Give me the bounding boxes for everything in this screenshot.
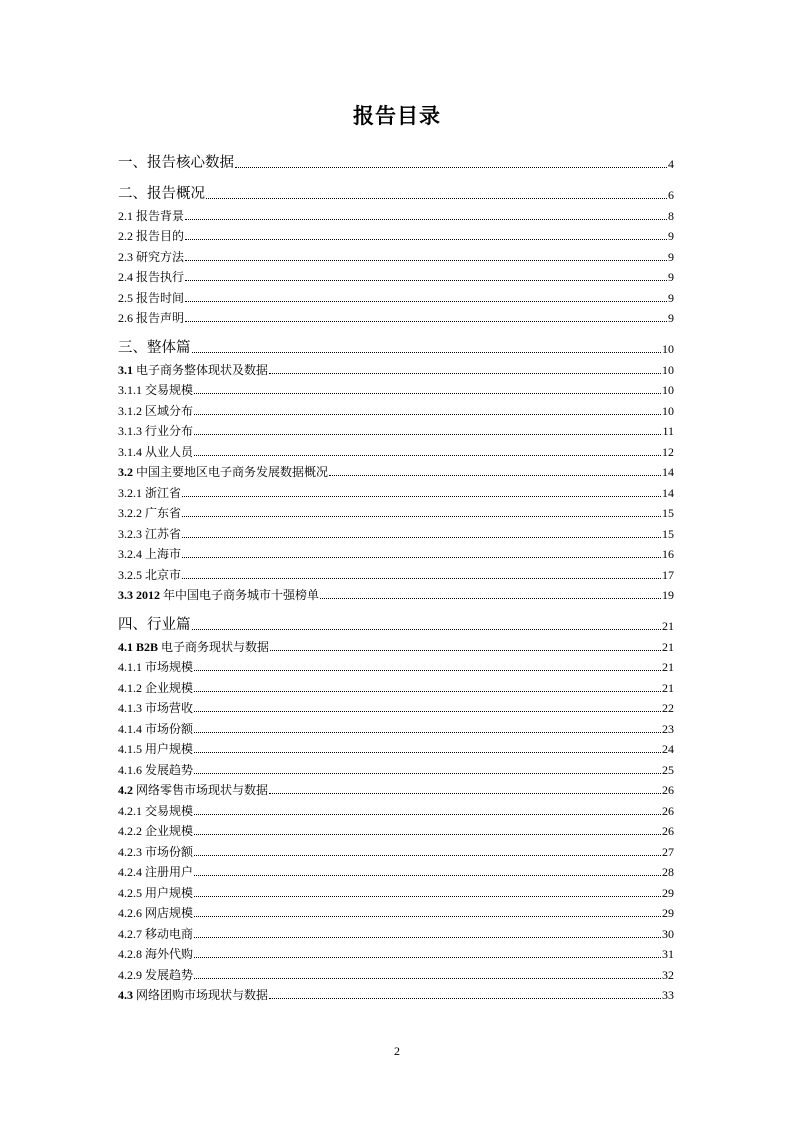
toc-entry-page: 6 — [668, 188, 674, 202]
toc-dot-leader — [192, 352, 662, 353]
toc-entry-page: 9 — [668, 249, 674, 264]
toc-dot-leader — [185, 301, 667, 302]
toc-entry[interactable] — [118, 480, 674, 501]
toc-entry-title — [118, 289, 184, 306]
toc-entry-number: 3.3 2012 — [118, 588, 160, 602]
toc-entry-page: 21 — [662, 680, 674, 695]
toc-entry-title — [118, 268, 184, 285]
toc-entry-page: 10 — [662, 362, 674, 377]
toc-dot-leader — [185, 239, 667, 240]
toc-entry-label: 从业人员 — [145, 444, 194, 459]
toc-entry[interactable] — [118, 562, 674, 583]
toc-entry-title — [118, 422, 193, 439]
toc-entry[interactable] — [118, 150, 674, 172]
toc-entry-label: 区域分布 — [145, 403, 194, 418]
toc-entry[interactable] — [118, 357, 674, 378]
toc-entry-title — [118, 545, 181, 562]
toc-entry-number: 4.2.6 — [118, 906, 142, 920]
toc-entry[interactable] — [118, 737, 674, 758]
toc-entry-title — [118, 761, 193, 778]
toc-entry[interactable] — [118, 921, 674, 942]
toc-dot-leader — [185, 219, 667, 220]
toc-dot-leader — [182, 537, 661, 538]
toc-dot-leader — [269, 373, 661, 374]
toc-entry[interactable] — [118, 757, 674, 778]
toc-dot-leader — [192, 629, 662, 630]
toc-entry[interactable] — [118, 942, 674, 963]
toc-dot-leader — [185, 280, 667, 281]
toc-entry-title — [118, 945, 193, 962]
toc-entry[interactable] — [118, 521, 674, 542]
toc-entry-page: 9 — [668, 229, 674, 243]
toc-dot-leader — [194, 393, 661, 394]
toc-dot-leader — [320, 598, 661, 599]
toc-dot-leader — [194, 896, 661, 897]
toc-dot-leader — [194, 732, 661, 733]
toc-entry-page: 11 — [662, 424, 674, 438]
toc-entry-page: 26 — [662, 783, 674, 797]
toc-entry[interactable] — [118, 675, 674, 696]
table-of-contents — [118, 150, 674, 1003]
toc-entry-label: 用户规模 — [145, 885, 194, 900]
toc-entry-label: 报告声明 — [136, 311, 185, 325]
toc-entry-label: 三、整体篇 — [118, 340, 191, 356]
toc-entry-label: 行业分布 — [145, 424, 194, 438]
toc-entry-title — [118, 720, 193, 737]
toc-entry-label: 用户规模 — [145, 742, 194, 756]
toc-entry[interactable] — [118, 962, 674, 983]
toc-entry-number: 4.2.7 — [118, 926, 142, 941]
toc-entry-number: 3.1.2 — [118, 403, 142, 418]
toc-entry[interactable] — [118, 501, 674, 522]
toc-entry[interactable] — [118, 634, 674, 655]
toc-entry-label: 研究方法 — [136, 249, 185, 264]
toc-entry[interactable] — [118, 612, 674, 634]
toc-entry[interactable] — [118, 378, 674, 399]
toc-entry-label: 中国主要地区电子商务发展数据概况 — [136, 465, 329, 479]
toc-entry-label: 电子商务整体现状及数据 — [136, 362, 269, 377]
toc-entry-page: 25 — [662, 762, 674, 777]
toc-entry-title — [118, 402, 193, 419]
toc-entry-number: 4.1.6 — [118, 762, 142, 777]
toc-dot-leader — [194, 937, 661, 938]
toc-entry-page: 22 — [662, 701, 674, 715]
toc-dot-leader — [194, 957, 661, 958]
toc-entry-label: 企业规模 — [145, 824, 194, 838]
toc-entry-number: 4.1.5 — [118, 742, 142, 756]
toc-entry-number: 3.2.5 — [118, 567, 142, 582]
toc-entry-title — [118, 613, 191, 634]
toc-entry-number: 2.3 — [118, 249, 133, 264]
toc-entry-title — [118, 822, 193, 839]
toc-entry-label: 网络团购市场现状与数据 — [136, 988, 269, 1002]
toc-entry-label: 发展趋势 — [145, 762, 194, 777]
toc-dot-leader — [194, 834, 661, 835]
toc-entry-number: 3.2.1 — [118, 485, 142, 500]
toc-entry-label: 电子商务现状与数据 — [161, 639, 270, 654]
toc-entry-label: 报告执行 — [136, 270, 185, 284]
toc-entry-label: 四、行业篇 — [118, 617, 191, 633]
toc-entry-title — [118, 336, 191, 357]
toc-entry-label: 移动电商 — [145, 926, 194, 941]
toc-entry-page: 24 — [662, 742, 674, 756]
toc-entry[interactable] — [118, 583, 674, 604]
toc-entry-number: 3.2.4 — [118, 547, 142, 561]
toc-entry[interactable] — [118, 655, 674, 676]
toc-dot-leader — [194, 434, 661, 435]
toc-entry-label: 市场规模 — [145, 660, 194, 674]
toc-entry-page: 19 — [662, 588, 674, 602]
toc-entry-number: 4.2.9 — [118, 967, 142, 982]
toc-entry-label: 发展趋势 — [145, 967, 194, 982]
toc-entry-page: 15 — [662, 506, 674, 520]
toc-entry-page: 17 — [662, 567, 674, 582]
toc-entry-page: 23 — [662, 721, 674, 736]
toc-entry-number: 4.1.2 — [118, 680, 142, 695]
toc-entry-label: 海外代购 — [145, 947, 194, 961]
toc-entry-number: 4.1.1 — [118, 660, 142, 674]
toc-dot-leader — [194, 814, 661, 815]
toc-entry-number: 3.2.2 — [118, 506, 142, 520]
toc-dot-leader — [206, 198, 667, 199]
toc-entry-title — [118, 638, 269, 655]
toc-entry-label: 注册用户 — [145, 865, 194, 879]
toc-entry-page: 29 — [662, 906, 674, 920]
toc-entry-title — [118, 699, 193, 716]
toc-dot-leader — [182, 557, 661, 558]
toc-entry-number: 3.2 — [118, 465, 133, 479]
toc-entry-title — [118, 361, 268, 378]
toc-entry-label: 报告时间 — [136, 290, 185, 305]
toc-entry-page: 21 — [662, 660, 674, 674]
toc-entry-page: 21 — [662, 639, 674, 654]
toc-entry-number: 2.2 — [118, 229, 133, 243]
toc-entry[interactable] — [118, 224, 674, 245]
toc-entry-title — [118, 248, 184, 265]
toc-entry-title — [118, 207, 184, 224]
toc-entry[interactable] — [118, 335, 674, 357]
toc-entry-page: 16 — [662, 547, 674, 561]
toc-dot-leader — [182, 516, 661, 517]
toc-dot-leader — [194, 773, 661, 774]
toc-entry[interactable] — [118, 419, 674, 440]
toc-entry[interactable] — [118, 181, 674, 203]
toc-entry-title — [118, 227, 184, 244]
toc-dot-leader — [194, 711, 661, 712]
toc-entry-page: 14 — [662, 485, 674, 500]
toc-entry-title — [118, 925, 193, 942]
toc-dot-leader — [235, 167, 667, 168]
toc-dot-leader — [194, 414, 661, 415]
toc-entry-title — [118, 443, 193, 460]
toc-entry-title — [118, 525, 181, 542]
toc-entry-label: 一、报告核心数据 — [118, 155, 234, 171]
toc-entry-label: 江苏省 — [145, 526, 182, 541]
toc-dot-leader — [194, 978, 661, 979]
toc-entry[interactable] — [118, 880, 674, 901]
toc-entry-number: 3.2.3 — [118, 526, 142, 541]
toc-entry-page: 30 — [662, 926, 674, 941]
toc-entry-label: 企业规模 — [145, 680, 194, 695]
toc-entry-page: 10 — [662, 342, 674, 356]
toc-entry-label: 广东省 — [145, 506, 182, 520]
toc-entry[interactable] — [118, 860, 674, 881]
toc-entry-label: 网店规模 — [145, 906, 194, 920]
toc-entry[interactable] — [118, 798, 674, 819]
toc-entry-title — [118, 658, 193, 675]
toc-entry-number: 4.2.8 — [118, 947, 142, 961]
toc-entry-title — [118, 151, 234, 172]
toc-dot-leader — [269, 793, 661, 794]
toc-entry-page: 12 — [662, 444, 674, 459]
toc-dot-leader — [194, 875, 661, 876]
toc-entry[interactable] — [118, 244, 674, 265]
toc-entry[interactable] — [118, 265, 674, 286]
toc-entry-label: 北京市 — [145, 567, 182, 582]
toc-entry-title — [118, 740, 193, 757]
toc-dot-leader — [329, 475, 661, 476]
toc-entry-page: 31 — [662, 947, 674, 961]
toc-entry-page: 26 — [662, 803, 674, 818]
toc-dot-leader — [194, 455, 661, 456]
toc-entry-title — [118, 309, 184, 326]
toc-entry-page: 9 — [668, 270, 674, 284]
toc-entry-number: 4.3 — [118, 988, 133, 1002]
toc-entry[interactable] — [118, 306, 674, 327]
toc-entry-number: 3.1.1 — [118, 383, 142, 397]
toc-entry-title — [118, 679, 193, 696]
toc-dot-leader — [269, 998, 661, 999]
toc-entry[interactable] — [118, 716, 674, 737]
toc-entry-page: 14 — [662, 465, 674, 479]
toc-entry-page: 21 — [662, 619, 674, 633]
toc-entry[interactable] — [118, 901, 674, 922]
toc-entry-page: 29 — [662, 885, 674, 900]
toc-entry-title — [118, 504, 181, 521]
toc-entry-title — [118, 484, 181, 501]
toc-entry-title — [118, 781, 268, 798]
toc-entry-label: 市场营收 — [145, 701, 194, 715]
toc-entry-title — [118, 463, 328, 480]
toc-entry-label: 市场份额 — [145, 721, 194, 736]
toc-entry[interactable] — [118, 203, 674, 224]
toc-entry-number: 3.1 — [118, 362, 133, 377]
toc-entry-number: 4.2.5 — [118, 885, 142, 900]
toc-entry-page: 15 — [662, 526, 674, 541]
toc-entry-title — [118, 863, 193, 880]
toc-entry[interactable] — [118, 398, 674, 419]
toc-dot-leader — [194, 752, 661, 753]
toc-entry-number: 4.1.4 — [118, 721, 142, 736]
toc-entry-title — [118, 566, 181, 583]
toc-entry-number: 4.1 B2B — [118, 639, 159, 654]
toc-entry[interactable] — [118, 819, 674, 840]
toc-entry[interactable] — [118, 696, 674, 717]
toc-entry-label: 报告背景 — [136, 208, 185, 223]
toc-entry-number: 2.5 — [118, 290, 133, 305]
toc-entry-title — [118, 802, 193, 819]
toc-entry[interactable] — [118, 542, 674, 563]
toc-entry-label: 上海市 — [145, 547, 182, 561]
toc-entry-page: 26 — [662, 824, 674, 838]
toc-entry-page: 9 — [668, 290, 674, 305]
toc-dot-leader — [194, 691, 661, 692]
toc-entry-page: 9 — [668, 311, 674, 325]
toc-entry-label: 交易规模 — [145, 803, 194, 818]
toc-entry-label: 报告目的 — [136, 229, 185, 243]
toc-dot-leader — [194, 855, 661, 856]
toc-entry-label: 网络零售市场现状与数据 — [136, 783, 269, 797]
toc-entry[interactable] — [118, 460, 674, 481]
toc-dot-leader — [185, 260, 667, 261]
toc-entry-label: 二、报告概况 — [118, 186, 205, 202]
toc-entry[interactable] — [118, 439, 674, 460]
toc-entry-page: 10 — [662, 383, 674, 397]
toc-entry-page: 32 — [662, 967, 674, 982]
toc-entry-number: 4.2.3 — [118, 844, 142, 859]
toc-dot-leader — [182, 578, 661, 579]
toc-entry-number: 4.2.4 — [118, 865, 142, 879]
toc-entry-label: 年中国电子商务城市十强榜单 — [163, 588, 320, 602]
toc-entry[interactable] — [118, 285, 674, 306]
toc-entry-page: 10 — [662, 403, 674, 418]
toc-entry-title — [118, 381, 193, 398]
toc-entry-title — [118, 904, 193, 921]
toc-dot-leader — [270, 650, 661, 651]
toc-entry-number: 4.2.2 — [118, 824, 142, 838]
toc-entry-number: 2.6 — [118, 311, 133, 325]
toc-dot-leader — [182, 496, 661, 497]
toc-entry-title — [118, 586, 319, 603]
toc-entry-page: 27 — [662, 844, 674, 859]
toc-entry[interactable] — [118, 778, 674, 799]
toc-entry-label: 市场份额 — [145, 844, 194, 859]
toc-entry-title — [118, 986, 268, 1003]
toc-entry-page: 4 — [668, 157, 674, 171]
toc-entry-number: 4.2 — [118, 783, 133, 797]
page-title: 报告目录 — [353, 104, 441, 128]
toc-entry-title — [118, 843, 193, 860]
toc-entry[interactable] — [118, 983, 674, 1004]
toc-entry-title — [118, 884, 193, 901]
toc-entry-title — [118, 966, 193, 983]
toc-entry-number: 3.1.3 — [118, 424, 142, 438]
toc-entry-label: 浙江省 — [145, 485, 182, 500]
toc-entry-number: 4.2.1 — [118, 803, 142, 818]
toc-entry-number: 2.1 — [118, 208, 133, 223]
toc-dot-leader — [194, 916, 661, 917]
toc-entry-page: 33 — [662, 988, 674, 1002]
page-number: 2 — [394, 1044, 400, 1058]
toc-entry-label: 交易规模 — [145, 383, 194, 397]
toc-dot-leader — [194, 670, 661, 671]
toc-entry-page: 28 — [662, 865, 674, 879]
toc-entry-page: 8 — [668, 208, 674, 223]
toc-entry-number: 4.1.3 — [118, 701, 142, 715]
toc-entry-title — [118, 182, 205, 203]
toc-entry-number: 3.1.4 — [118, 444, 142, 459]
toc-entry-number: 2.4 — [118, 270, 133, 284]
toc-entry[interactable] — [118, 839, 674, 860]
toc-dot-leader — [185, 321, 667, 322]
